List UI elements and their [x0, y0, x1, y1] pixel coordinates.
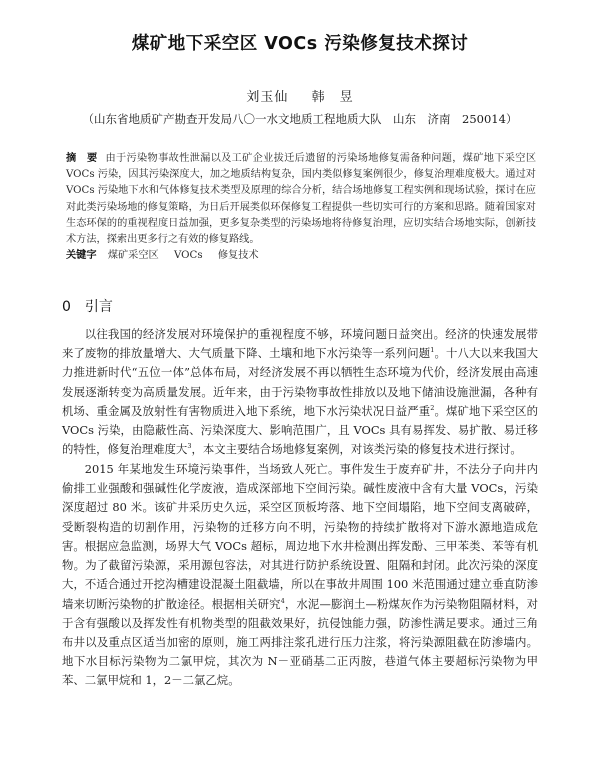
body-paragraph [62, 325, 538, 459]
paragraph-text: 。煤矿地下采空区的 VOCs 污染，由隐蔽性高、污染深度大、影响范围广，且 VOCs 具有易挥发、易扩散、易迁移的特性，修复治理难度大 [62, 403, 538, 457]
citation-ref: 1 [430, 346, 435, 355]
citation-ref: 2 [430, 404, 435, 413]
author-affiliation: （山东省地质矿产勘查开发局八〇一水文地质工程地质大队 山东 济南 250014） [82, 112, 518, 126]
author-name: 刘玉仙 [246, 90, 289, 105]
abstract-text: 由于污染物事故性泄漏以及工矿企业拔迁后遗留的污染场地修复需备种问题，煤矿地下采空区 VOCs 污染，因其污染深度大，加之地质结构复杂，国内类似修复案例很少，修复治理难度极大。通过对 VOCs 污染地下水和气体修复技术类型及原理的综合分析，结合场地修复工程实例和现场试验，探讨在应对此类污染场地的修复策略，为日后开展类似环保修复工程提供一些切实可行的方案和思路。随着国家对生态环保的的重视程度日益加强，更多复杂类型的污染场地将待修复治理，应切实结合场地实际，创新技术方法，探索出更多行之有效的修复路线。 [66, 153, 537, 246]
section-title: 引言 [84, 299, 113, 315]
keyword: 煤矿采空区 [107, 250, 159, 261]
paragraph-text: 以往我国的经济发展对环境保护的重视程度不够，环境问题日益突出。经济的快速发展带来了废物的排放量增大、大气质量下降、土壤和地下水污染等一系列问题 [62, 327, 538, 361]
body-paragraph [62, 537, 538, 691]
keyword: VOCs [174, 250, 203, 261]
citation-ref: 3 [187, 442, 192, 451]
section-number: 0 [62, 299, 71, 315]
section-heading [62, 296, 113, 316]
abstract-label: 摘 要 [66, 153, 98, 164]
paragraph-text: 根据应急监测，场界大气 VOCs 超标，周边地下水井检测出挥发酚、三甲苯类、苯等有机物。为了截留污染源，采用源包容法，对其进行防护系统设置、阻隔和封闭。此次污染的深度大，不适合通过开挖沟槽建设混凝土阻截墙，所以在事故井周围 100 米范围通过建立垂直防渗墙来切断污染物的扩散途径。根据相关研究 [62, 539, 538, 611]
paragraph-text: ，本文主要结合场地修复案例，对该类污染的修复技术进行探讨。 [191, 442, 522, 457]
author-list [0, 86, 600, 105]
paragraph-text: 2015 年某地发生环境污染事件，当场致人死亡。事件发生于废弃矿井，不法分子向井内偷排工业强酸和强碱性化学废液，造成深部地下空间污染。碱性废液中含有大量 VOCs，污染深度超过 80 米。该矿井采历史久远，采空区顶板垮落、地下空间塌陷，地下空间支离破碎，受断裂构造的切割作用，污染物的迁移方向不明，污染物的持续扩散将对下游水源地造成危害。 [62, 462, 538, 553]
abstract [66, 151, 536, 248]
citation-ref: 4 [280, 596, 285, 605]
keywords-label: 关键字 [66, 250, 97, 261]
paper-title: 煤矿地下采空区 VOCs 污染修复技术探讨 [131, 34, 469, 54]
author-name: 韩 昱 [311, 90, 354, 105]
paragraph-text: ，水泥—膨润土—粉煤灰作为污染物阻隔材料，对于含有强酸以及挥发性有机物类型的阻截效果好，抗侵蚀能力强，防渗性满足要求。通过三角布井以及重点区适当加密的原则，施工两排注浆孔进行压力注浆，将污染源阻截在防渗墙内。地下水目标污染物为二氯甲烷，其次为 N－亚硝基二正丙胺，巷道气体主要超标污染物为甲苯、二氯甲烷和 1，2－二氯乙烷。 [62, 596, 538, 688]
paragraph-text: 。十八大以来我国大力推进新时代“五位一体”总体布局，对经济发展不再以牺牲生态环境为代价，经济发展由高速发展逐渐转变为高质量发展。近年来，由于污染物事故性排放以及地下储油设施泄漏，各种有机场、重金属及放射性有害物质进入地下系统，地下水污染状况日益严重 [62, 346, 538, 418]
keywords [66, 248, 536, 264]
keyword: 修复技术 [217, 250, 259, 261]
